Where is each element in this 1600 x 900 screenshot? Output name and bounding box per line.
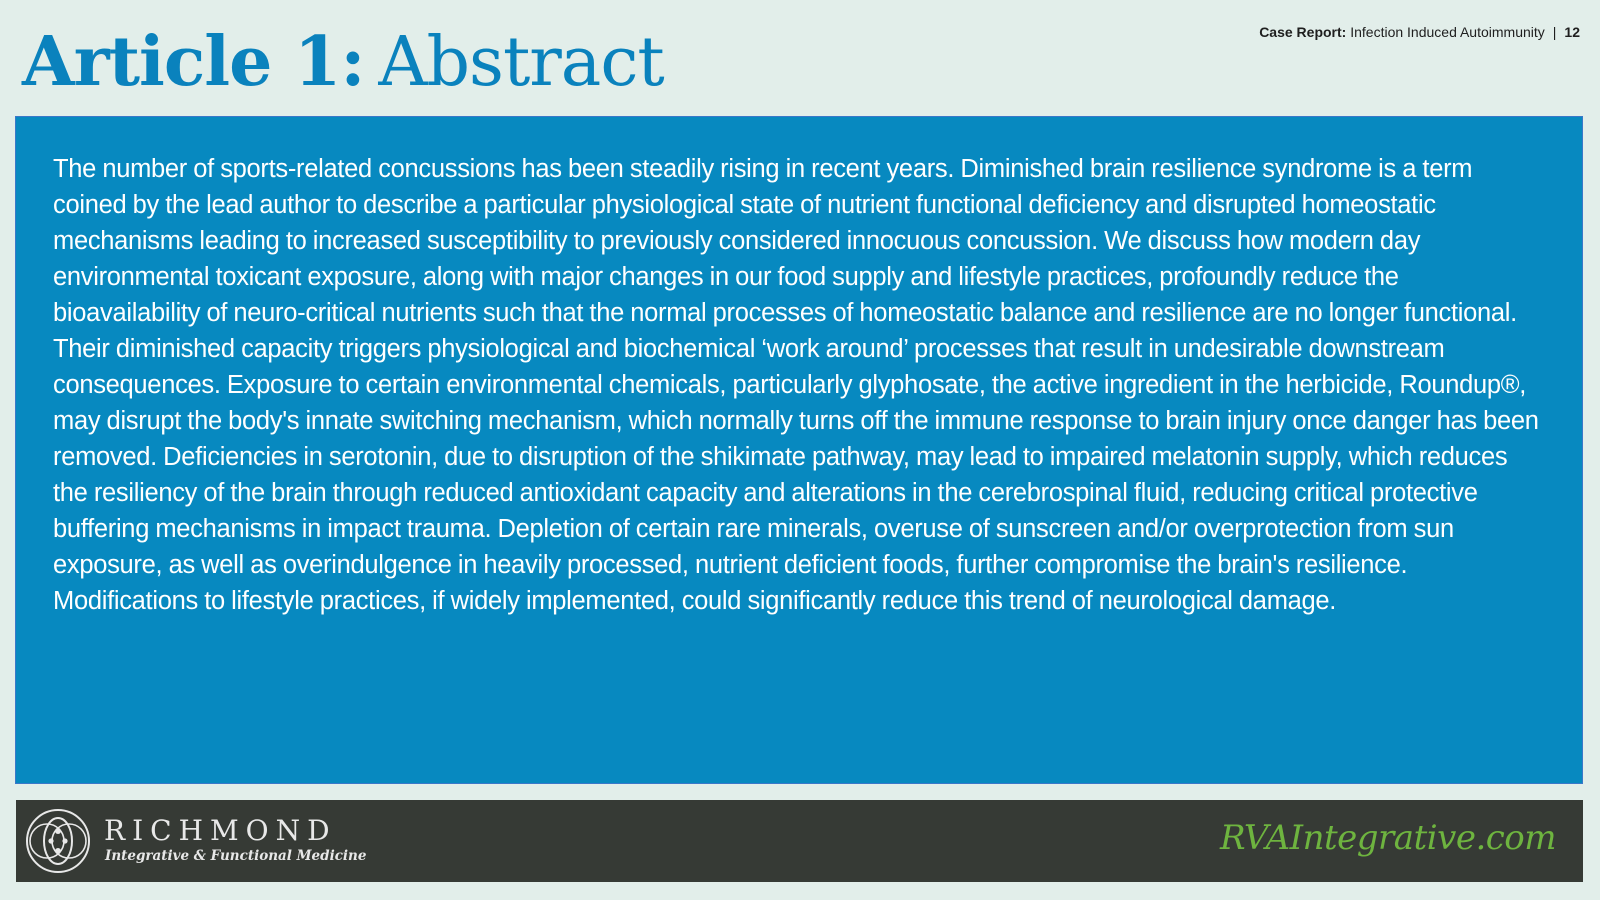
header-separator: | [1552,24,1557,40]
richmond-emblem-icon [24,807,92,875]
case-report-label: Case Report: [1259,24,1347,40]
title-article-number: Article 1: [22,22,365,102]
logo-name: RICHMOND [104,814,337,847]
case-report-topic: Infection Induced Autoimmunity [1350,24,1545,40]
title-section-name: Abstract [378,23,664,102]
page-number: 12 [1564,24,1580,40]
case-report-header [1259,24,1580,40]
abstract-text: The number of sports-related concussions has been steadily rising in recent years. Diminished brain resilience syndrome is a term coined by the lead author to describe a particular physiological state of nutrient functional deficiency and disrupted homeostatic mechanisms leading to increased susceptibility to previously considered innocuous concussion. We discuss how modern day environmental toxicant exposure, along with major changes in our food supply and lifestyle practices, profoundly reduce the bioavailability of neuro-critical nutrients such that the normal processes of homeostatic balance and resilience are no longer functional. Their diminished capacity triggers physiological and biochemical ‘work around’ processes that result in undesirable downstream consequences. Exposure to certain environmental chemicals, particularly glyphosate, the active ingredient in the herbicide, Roundup®, may disrupt the body's innate switching mechanism, which normally turns off the immune response to brain injury once danger has been removed. Deficiencies in serotonin, due to disruption of the shikimate pathway, may lead to impaired melatonin supply, which reduces the resiliency of the brain through reduced antioxidant capacity and alterations in the cerebrospinal fluid, reducing critical protective buffering mechanisms in impact trauma. Depletion of certain rare minerals, overuse of sunscreen and/or overprotection from sun exposure, as well as overindulgence in heavily processed, nutrient deficient foods, further compromise the brain's resilience. Modifications to lifestyle practices, if widely implemented, could significantly reduce this trend of neurological damage. [53,155,1539,615]
logo-tagline: Integrative & Functional Medicine [105,848,367,864]
abstract-panel [15,116,1583,784]
website-link[interactable]: RVAIntegrative.com [1219,818,1556,858]
page-title [22,20,664,105]
footer-bar [16,800,1583,882]
